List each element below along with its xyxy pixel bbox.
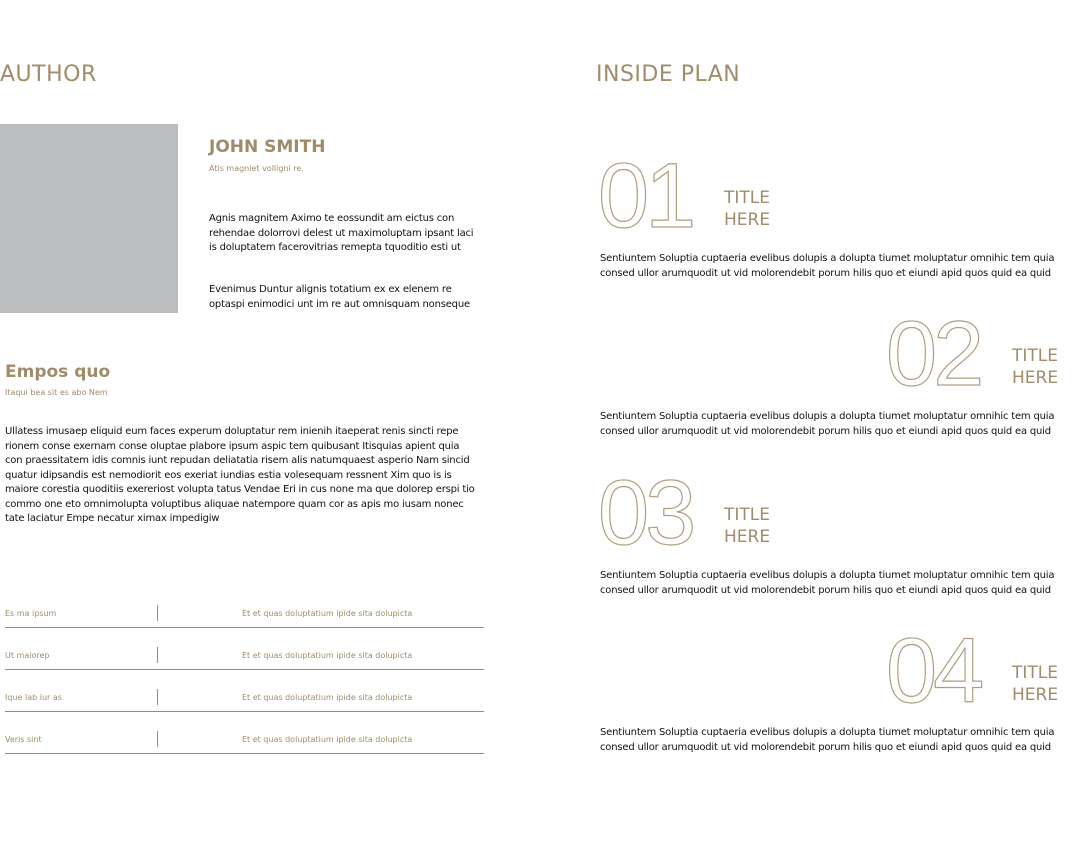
author-bio-paragraph-2: Evenimus Duntur alignis totatium ex ex elenem re optaspi enimodici unt im re aut omnisquam nonseque bbox=[209, 284, 470, 310]
plan-title-03 bbox=[724, 504, 804, 548]
author-subtitle: Atis magniet volligni re. bbox=[209, 164, 304, 173]
column-divider bbox=[157, 605, 158, 621]
plan-title-line1: TITLE bbox=[1012, 663, 1058, 683]
plan-description-04: Sentiuntem Soluptia cuptaeria evelibus dolupis a dolupta tiumet moluptatur omnihic tem quia consed ullor arumquodit ut vid molorendebit porum hilis quo et eiundi apid quos quid ea quid bbox=[600, 727, 1055, 753]
plan-title-line2: HERE bbox=[724, 210, 771, 230]
plan-title-line2: HERE bbox=[1012, 685, 1059, 705]
column-divider bbox=[157, 647, 158, 663]
table-row bbox=[5, 647, 484, 670]
empos-paragraph: Ullatess imusaep eliquid eum faces experum doluptatur rem inienih itaeperat renis sincti repe rionem conse exernam conse oluptae plabore ipsum aspic tem quibusant Itisquias apient quia con praessitatem idis comnis iunt repudan deliatatia risem alis natumquaest asperio Nam sincid quatur idipsandis est nemodiorit eos exeriat iundias estia volesequam ressnent Xim quo is is maiore corestia quoditiis exereriost volupta tatus Vendae Eri in cus none ma que dolorep erspi tio commo one eto omnimolupta voluptibus aliquae natempore quam cor as apis mo iusam nonec tate laciatur Empe necatur ximax impedigiw bbox=[5, 426, 475, 524]
plan-number-02: 02 bbox=[886, 303, 981, 405]
plan-title-line1: TITLE bbox=[724, 188, 770, 208]
author-bio-paragraph-1: Agnis magnitem Aximo te eossundit am eictus con rehendae dolorrovi delest ut maximoluptam ipsant laci is doluptatem facerovitrias remepta tquoditio esti ut bbox=[209, 213, 474, 253]
table-row bbox=[5, 605, 484, 628]
table-row-label: Es ma ipsum bbox=[5, 609, 57, 618]
plan-title-line1: TITLE bbox=[724, 505, 770, 525]
plan-number-01: 01 bbox=[598, 145, 693, 247]
inside-plan-section-title: INSIDE PLAN bbox=[596, 62, 741, 87]
column-divider bbox=[157, 731, 158, 747]
plan-number-04: 04 bbox=[886, 620, 981, 722]
table-row-label: Veris sint bbox=[5, 735, 42, 744]
plan-number-03: 03 bbox=[598, 462, 693, 564]
plan-title-line2: HERE bbox=[724, 527, 771, 547]
empos-subheading: Itaqui bea sit es abo Nem bbox=[5, 388, 108, 397]
plan-description-01: Sentiuntem Soluptia cuptaeria evelibus dolupis a dolupta tiumet moluptatur omnihic tem quia consed ullor arumquodit ut vid molorendebit porum hilis quo et eiundi apid quos quid ea quid bbox=[600, 253, 1055, 279]
table-row-value: Et et quas doluptatium ipide sita dolupicta bbox=[242, 651, 413, 660]
plan-title-04 bbox=[1012, 662, 1076, 706]
author-photo bbox=[0, 124, 178, 313]
plan-title-line1: TITLE bbox=[1012, 346, 1058, 366]
plan-description-03: Sentiuntem Soluptia cuptaeria evelibus dolupis a dolupta tiumet moluptatur omnihic tem quia consed ullor arumquodit ut vid molorendebit porum hilis quo et eiundi apid quos quid ea quid bbox=[600, 570, 1055, 596]
plan-title-01 bbox=[724, 187, 804, 231]
author-name: JOHN SMITH bbox=[209, 137, 326, 157]
table-row-value: Et et quas doluptatium ipide sita dolupicta bbox=[242, 693, 413, 702]
table-row bbox=[5, 731, 484, 754]
table-row-value: Et et quas doluptatium ipide sita dolupicta bbox=[242, 609, 413, 618]
empos-heading: Empos quo bbox=[5, 362, 111, 382]
table-row bbox=[5, 689, 484, 712]
column-divider bbox=[157, 689, 158, 705]
author-section-title: AUTHOR bbox=[0, 62, 97, 87]
plan-title-02 bbox=[1012, 345, 1076, 389]
plan-description-02: Sentiuntem Soluptia cuptaeria evelibus dolupis a dolupta tiumet moluptatur omnihic tem quia consed ullor arumquodit ut vid molorendebit porum hilis quo et eiundi apid quos quid ea quid bbox=[600, 411, 1055, 437]
table-row-label: Ique lab iur as bbox=[5, 693, 62, 702]
table-row-value: Et et quas doluptatium ipide sita dolupicta bbox=[242, 735, 413, 744]
plan-title-line2: HERE bbox=[1012, 368, 1059, 388]
table-row-label: Ut maiorep bbox=[5, 651, 50, 660]
